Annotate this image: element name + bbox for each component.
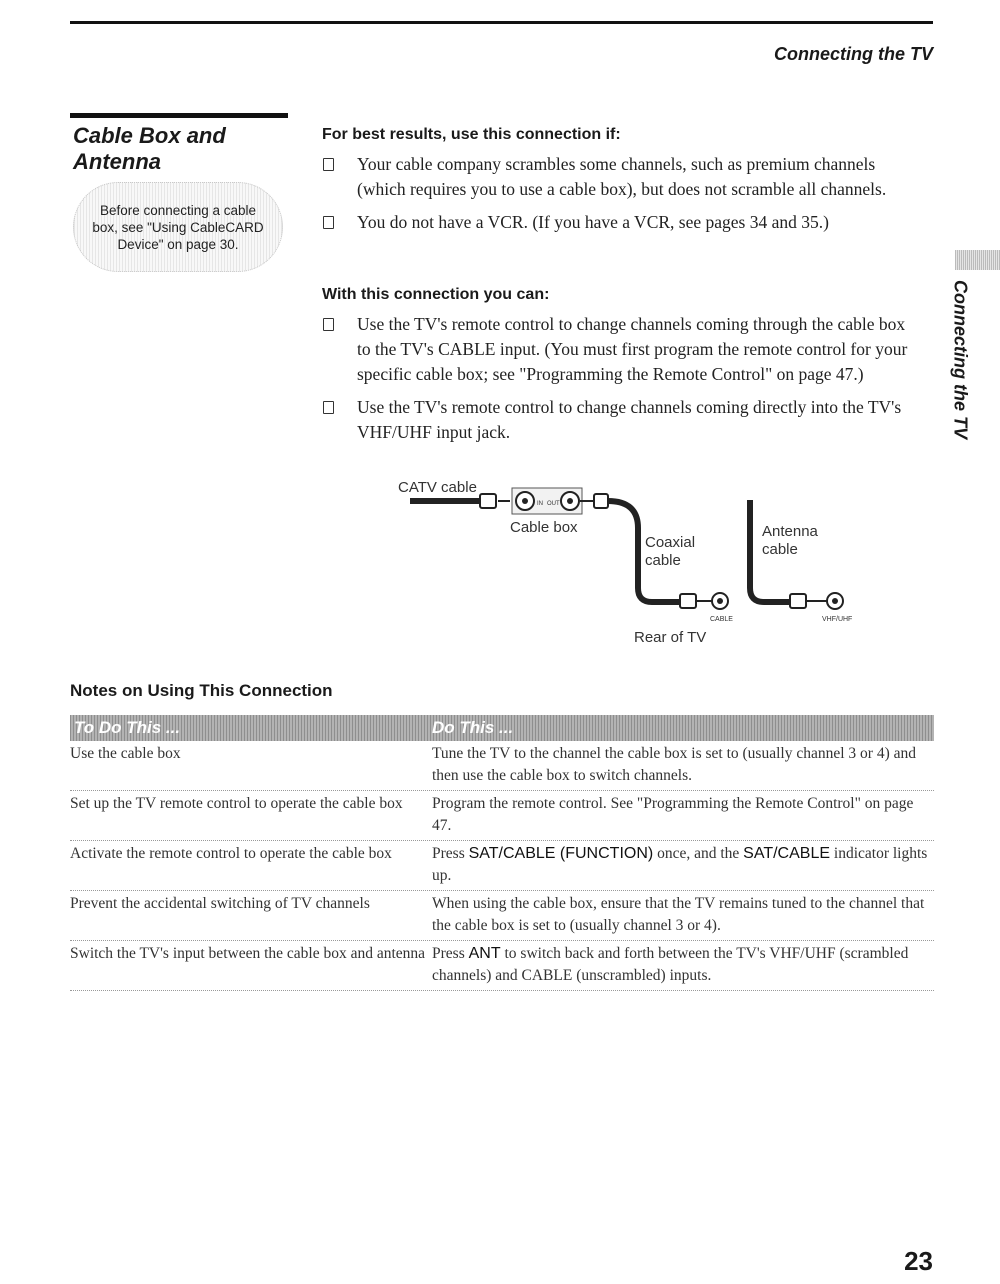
list-item: [321, 395, 921, 445]
list-item-text: You do not have a VCR. (If you have a VCR, see pages 34 and 35.): [357, 212, 829, 232]
list-item: [321, 152, 921, 202]
coaxial-cable-label-line2: cable: [645, 552, 681, 569]
catv-cable-icon: [410, 494, 510, 508]
table-row: [70, 741, 934, 791]
table-header: [70, 715, 934, 741]
todo-cell: Activate the remote control to operate the cable box: [70, 845, 392, 862]
key-label: SAT/CABLE: [743, 845, 831, 862]
in-label: IN: [537, 501, 543, 507]
checkbox-bullet-icon: [323, 401, 334, 414]
list-item: [321, 312, 921, 387]
connection-diagram: [380, 478, 880, 648]
checkbox-bullet-icon: [323, 318, 334, 331]
best-results-heading: For best results, use this connection if:: [322, 126, 621, 143]
antenna-cable-label-line1: Antenna: [762, 523, 818, 540]
section-title: Cable Box and Antenna: [73, 123, 226, 174]
side-tab-label: Connecting the TV: [950, 280, 971, 439]
cable-port-label: CABLE: [710, 616, 733, 623]
key-label: ANT: [468, 945, 501, 962]
cable-box-label: Cable box: [510, 519, 578, 536]
do-cell: Program the remote control. See "Programming the Remote Control" on page 47.: [432, 795, 914, 834]
list-item-text: Use the TV's remote control to change channels coming directly into the TV's VHF/UHF input jack.: [357, 397, 902, 442]
checkbox-bullet-icon: [323, 216, 334, 229]
page-number: 23: [904, 1246, 933, 1276]
list-item-text: Use the TV's remote control to change channels coming through the cable box to the TV's CABLE input. (You must first program the remote control for your specific cable box; see "Programming the Remote Control" on page 47.): [357, 314, 908, 384]
connection-can-heading: With this connection you can:: [322, 286, 550, 303]
checkbox-bullet-icon: [323, 158, 334, 171]
vhf-port-label: VHF/UHF: [822, 616, 853, 623]
do-cell: Tune the TV to the channel the cable box is set to (usually channel 3 or 4) and then use the cable box to switch channels.: [432, 745, 916, 784]
table-row: [70, 941, 934, 991]
col-todo-header: To Do This ...: [74, 718, 181, 737]
table-row: [70, 791, 934, 841]
key-label: SAT/CABLE (FUNCTION): [468, 845, 654, 862]
todo-cell: Prevent the accidental switching of TV channels: [70, 895, 370, 912]
do-cell: Press ANT to switch back and forth between the TV's VHF/UHF (scrambled channels) and CABLE (unscrambled) inputs.: [432, 945, 909, 984]
do-cell: When using the cable box, ensure that the TV remains tuned to the channel that the cable box is set to (usually channel 3 or 4).: [432, 895, 925, 934]
coaxial-cable-label-line1: Coaxial: [645, 534, 696, 551]
list-item: [321, 210, 921, 235]
catv-cable-label: CATV cable: [398, 479, 477, 496]
table-row: [70, 891, 934, 941]
do-cell: Press SAT/CABLE (FUNCTION) once, and the SAT/CABLE indicator lights up.: [432, 845, 928, 884]
col-do-header: Do This ...: [432, 718, 514, 737]
todo-cell: Switch the TV's input between the cable box and antenna: [70, 945, 426, 962]
todo-cell: Use the cable box: [70, 745, 181, 762]
todo-cell: Set up the TV remote control to operate the cable box: [70, 795, 403, 812]
cable-box-icon: [512, 488, 582, 514]
notes-heading: Notes on Using This Connection: [70, 681, 333, 700]
running-header: Connecting the TV: [774, 44, 933, 64]
best-results-list: [321, 152, 921, 243]
list-item-text: Your cable company scrambles some channels, such as premium channels (which requires you to use a cable box), but does not scramble all channels.: [357, 154, 887, 199]
table-row: [70, 841, 934, 891]
antenna-cable-label-line2: cable: [762, 541, 798, 558]
top-rule: [70, 21, 933, 24]
rear-of-tv-label: Rear of TV: [634, 629, 707, 646]
notes-table: [70, 715, 934, 991]
connection-can-list: [321, 312, 921, 453]
note-bubble: Before connecting a cable box, see "Using CableCARD Device" on page 30.: [73, 182, 283, 272]
side-tab-marker: [955, 250, 1000, 270]
out-label: OUT: [547, 501, 560, 507]
section-rule: [70, 113, 288, 118]
